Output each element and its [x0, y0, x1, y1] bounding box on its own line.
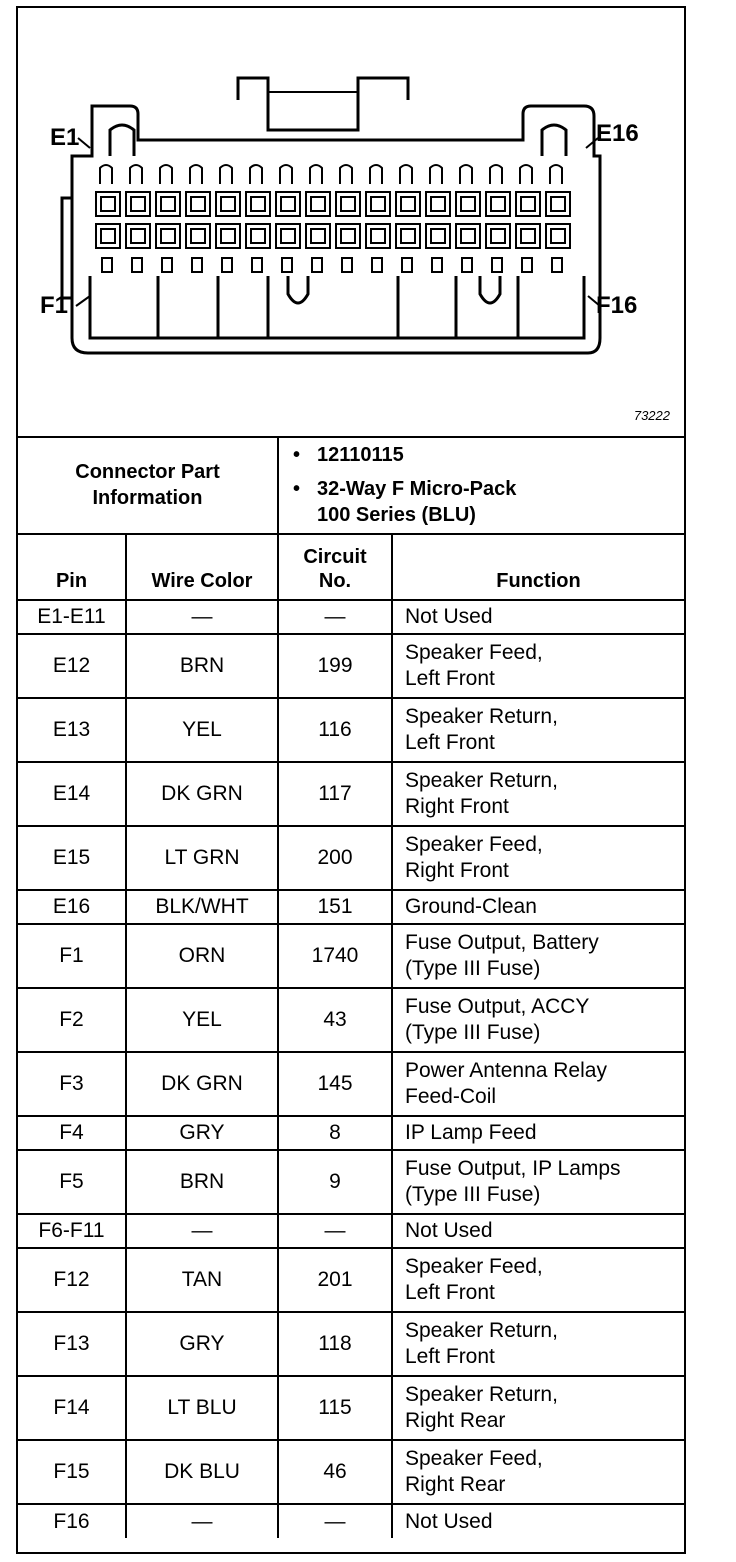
function-line1: Fuse Output, IP Lamps: [405, 1157, 621, 1180]
wire-color-cell: LT BLU: [126, 1376, 278, 1440]
pin-cell: F13: [18, 1312, 126, 1376]
connector-sheet: [16, 6, 686, 1554]
pin-cavity: [276, 192, 300, 216]
pin-cavity-inner: [191, 229, 205, 243]
circuit-cell: 199: [278, 634, 392, 698]
pin-cavity: [126, 192, 150, 216]
pin-tab-top: [250, 165, 262, 184]
pin-cavity-inner: [491, 229, 505, 243]
pin-cavity-inner: [101, 229, 115, 243]
pin-cavity: [456, 192, 480, 216]
description-line1: 32-Way F Micro-Pack: [317, 477, 517, 500]
pin-cavity: [336, 224, 360, 248]
function-line1: Speaker Feed,: [405, 1447, 543, 1470]
pin-cavity-inner: [311, 229, 325, 243]
pin-tab-top: [430, 165, 442, 184]
description-item: [293, 476, 684, 528]
table-row: [18, 600, 684, 634]
pin-cavity-inner: [161, 197, 175, 211]
pin-cell: F4: [18, 1116, 126, 1150]
function-line2: Left Front: [405, 1281, 495, 1304]
function-cell: [392, 762, 684, 826]
pin-cell: F6-F11: [18, 1214, 126, 1248]
function-cell: [392, 826, 684, 890]
function-cell: [392, 1116, 684, 1150]
table-row: [18, 826, 684, 890]
function-line2: (Type III Fuse): [405, 1183, 541, 1206]
pin-cavity: [276, 224, 300, 248]
circuit-cell: 8: [278, 1116, 392, 1150]
col-header-circuit-line1: Circuit: [303, 546, 367, 568]
circuit-cell: 117: [278, 762, 392, 826]
pin-tab-bottom: [432, 258, 442, 272]
pin-cell: E15: [18, 826, 126, 890]
function-cell: [392, 634, 684, 698]
function-cell: [392, 1376, 684, 1440]
pin-cell: E12: [18, 634, 126, 698]
table-row: [18, 924, 684, 988]
pin-cavity: [486, 224, 510, 248]
table-row: [18, 1116, 684, 1150]
col-header-circuit-line2: No.: [318, 570, 352, 592]
circuit-cell: 201: [278, 1248, 392, 1312]
pin-cavity: [96, 192, 120, 216]
wire-color-cell: GRY: [126, 1116, 278, 1150]
pin-label-f1: F1: [40, 292, 69, 319]
function-line2: Left Front: [405, 667, 495, 690]
function-line1: IP Lamp Feed: [405, 1121, 537, 1144]
circuit-cell: 9: [278, 1150, 392, 1214]
wire-color-cell: YEL: [126, 698, 278, 762]
pin-tab-bottom: [282, 258, 292, 272]
pin-cavity-inner: [401, 197, 415, 211]
pin-cavity: [246, 224, 270, 248]
col-header-circuit: [278, 534, 392, 600]
pin-tab-bottom: [132, 258, 142, 272]
pin-tab-bottom: [462, 258, 472, 272]
pin-cavity: [366, 192, 390, 216]
pin-cavity: [336, 192, 360, 216]
pin-cavity: [216, 224, 240, 248]
circuit-cell: —: [278, 1214, 392, 1248]
pin-tab-bottom: [552, 258, 562, 272]
wire-color-cell: LT GRN: [126, 826, 278, 890]
function-cell: [392, 924, 684, 988]
pin-cell: E16: [18, 890, 126, 924]
wire-color-cell: ORN: [126, 924, 278, 988]
function-line2: (Type III Fuse): [405, 1021, 541, 1044]
pin-tab-bottom: [102, 258, 112, 272]
pin-label-e1: E1: [50, 124, 80, 151]
function-line2: Right Rear: [405, 1473, 506, 1496]
circuit-cell: 145: [278, 1052, 392, 1116]
pin-cavity: [426, 192, 450, 216]
pin-cavity-inner: [191, 197, 205, 211]
pin-cavity-inner: [221, 229, 235, 243]
pin-cavity-inner: [521, 229, 535, 243]
pin-cavity: [396, 224, 420, 248]
circuit-cell: —: [278, 600, 392, 634]
connector-diagram: [18, 8, 684, 438]
function-cell: [392, 890, 684, 924]
function-line2: Right Rear: [405, 1409, 506, 1432]
circuit-cell: 115: [278, 1376, 392, 1440]
pin-tab-bottom: [372, 258, 382, 272]
table-row: [18, 698, 684, 762]
pin-cavity: [306, 224, 330, 248]
function-line1: Not Used: [405, 1509, 493, 1533]
pin-label-f16: F16: [596, 292, 638, 319]
pin-cavity: [246, 192, 270, 216]
column-header-row: [18, 534, 684, 600]
connector-drawing: [18, 8, 684, 436]
table-row: [18, 1214, 684, 1248]
pin-cell: F16: [18, 1504, 126, 1538]
wire-color-cell: —: [126, 1214, 278, 1248]
pin-cavity: [156, 224, 180, 248]
pin-cell: E14: [18, 762, 126, 826]
table-row: [18, 1052, 684, 1116]
pin-tab-bottom: [492, 258, 502, 272]
function-cell: [392, 1440, 684, 1504]
table-row: [18, 988, 684, 1052]
bullet: •: [293, 443, 301, 466]
pin-tab-top: [310, 165, 322, 184]
function-line1: Not Used: [405, 605, 493, 628]
table-row: [18, 1312, 684, 1376]
pin-cavity-inner: [521, 197, 535, 211]
function-cell: [392, 698, 684, 762]
table-row: [18, 1440, 684, 1504]
pin-cavity: [186, 192, 210, 216]
pin-cavity-inner: [431, 197, 445, 211]
wire-color-cell: —: [126, 600, 278, 634]
pin-cell: E13: [18, 698, 126, 762]
pin-tab-bottom: [522, 258, 532, 272]
pinout-table: [18, 436, 684, 1538]
pin-cavity-inner: [101, 197, 115, 211]
connector-info-label-line2: Information: [92, 486, 203, 509]
pin-cavity-inner: [371, 197, 385, 211]
col-header-wire-color: Wire Color: [126, 534, 278, 600]
pin-cavity-inner: [311, 197, 325, 211]
wire-color-cell: YEL: [126, 988, 278, 1052]
col-header-pin: Pin: [18, 534, 126, 600]
pin-cell: F2: [18, 988, 126, 1052]
function-line2: Feed-Coil: [405, 1085, 497, 1108]
pin-tab-bottom: [192, 258, 202, 272]
pin-cavity: [186, 224, 210, 248]
pin-cavity-inner: [161, 229, 175, 243]
function-line1: Speaker Feed,: [405, 641, 543, 664]
pin-cavity: [516, 192, 540, 216]
pin-cavity: [126, 224, 150, 248]
pin-tab-top: [130, 165, 142, 184]
pin-tab-top: [100, 165, 112, 184]
pin-tab-bottom: [342, 258, 352, 272]
pin-cavity: [156, 192, 180, 216]
pin-cavity-inner: [221, 197, 235, 211]
circuit-cell: 46: [278, 1440, 392, 1504]
function-cell: [392, 1052, 684, 1116]
connector-info-values: [278, 436, 684, 534]
pin-cavity: [546, 192, 570, 216]
function-line1: Speaker Return,: [405, 1383, 558, 1406]
pin-cavity-inner: [551, 229, 565, 243]
pin-cavity: [546, 224, 570, 248]
function-line1: Power Antenna Relay: [405, 1059, 607, 1082]
function-line2: (Type III Fuse): [405, 957, 541, 980]
pin-cavity: [306, 192, 330, 216]
function-line1: Speaker Return,: [405, 1319, 558, 1342]
pin-cavity-inner: [371, 229, 385, 243]
wire-color-cell: DK GRN: [126, 1052, 278, 1116]
function-cell: [392, 1214, 684, 1248]
function-line1: Speaker Return,: [405, 769, 558, 792]
pin-cavity: [216, 192, 240, 216]
pin-cell: F1: [18, 924, 126, 988]
pin-cell: F3: [18, 1052, 126, 1116]
function-cell: [392, 600, 684, 634]
function-line1: Speaker Return,: [405, 705, 558, 728]
pin-cavity-inner: [251, 229, 265, 243]
table-row: [18, 1504, 684, 1538]
pin-tab-top: [370, 165, 382, 184]
pin-tab-bottom: [312, 258, 322, 272]
wire-color-cell: DK BLU: [126, 1440, 278, 1504]
function-line2: Right Front: [405, 795, 509, 818]
function-cell: [392, 1248, 684, 1312]
function-line2: Left Front: [405, 1345, 495, 1368]
connector-info-label-line1: Connector Part: [75, 460, 220, 483]
pin-tab-top: [280, 165, 292, 184]
pin-cavity: [366, 224, 390, 248]
pin-tab-bottom: [222, 258, 232, 272]
table-row: [18, 1376, 684, 1440]
pin-cell: F14: [18, 1376, 126, 1440]
pin-cavity-inner: [131, 229, 145, 243]
function-line1: Fuse Output, ACCY: [405, 995, 590, 1018]
pin-cavity: [456, 224, 480, 248]
function-line1: Ground-Clean: [405, 895, 537, 918]
pin-tab-top: [460, 165, 472, 184]
circuit-cell: 151: [278, 890, 392, 924]
pin-cavity: [516, 224, 540, 248]
function-cell: [392, 988, 684, 1052]
pin-cavity-inner: [491, 197, 505, 211]
pin-tab-bottom: [162, 258, 172, 272]
pin-cavity: [396, 192, 420, 216]
pin-cell: E1-E11: [18, 600, 126, 634]
function-line2: Left Front: [405, 731, 495, 754]
wire-color-cell: BRN: [126, 1150, 278, 1214]
wire-color-cell: BRN: [126, 634, 278, 698]
function-cell: [392, 1150, 684, 1214]
pin-cavity-inner: [281, 197, 295, 211]
pin-cavity-inner: [431, 229, 445, 243]
pin-cavity-inner: [251, 197, 265, 211]
table-row: [18, 634, 684, 698]
pin-tab-bottom: [402, 258, 412, 272]
function-line1: Speaker Feed,: [405, 1255, 543, 1278]
circuit-cell: 118: [278, 1312, 392, 1376]
function-line1: Not Used: [405, 1219, 493, 1242]
circuit-cell: —: [278, 1504, 392, 1538]
wire-color-cell: GRY: [126, 1312, 278, 1376]
description-line2: 100 Series (BLU): [317, 503, 476, 526]
pin-cavity-inner: [341, 197, 355, 211]
pin-cavity-inner: [401, 229, 415, 243]
wire-color-cell: TAN: [126, 1248, 278, 1312]
pin-cavity-inner: [551, 197, 565, 211]
pin-tab-top: [160, 165, 172, 184]
pin-cell: F5: [18, 1150, 126, 1214]
function-cell: [392, 1312, 684, 1376]
connector-info-label: [18, 436, 278, 534]
function-line1: Speaker Feed,: [405, 833, 543, 856]
connector-info-row: [18, 436, 684, 534]
col-header-function: Function: [392, 534, 684, 600]
table-row: [18, 1150, 684, 1214]
pin-tab-top: [520, 165, 532, 184]
pin-cavity: [96, 224, 120, 248]
pin-cell: F12: [18, 1248, 126, 1312]
part-number: 12110115: [317, 443, 404, 466]
wire-color-cell: —: [126, 1504, 278, 1538]
pin-cavity-inner: [461, 229, 475, 243]
circuit-cell: 43: [278, 988, 392, 1052]
pin-cavity-inner: [131, 197, 145, 211]
circuit-cell: 1740: [278, 924, 392, 988]
pin-cavity: [486, 192, 510, 216]
pin-cavity: [426, 224, 450, 248]
table-row: [18, 1248, 684, 1312]
pin-tab-top: [340, 165, 352, 184]
pin-tab-top: [190, 165, 202, 184]
pin-tab-top: [490, 165, 502, 184]
function-line1: Fuse Output, Battery: [405, 931, 599, 954]
figure-number: 73222: [633, 408, 670, 423]
pin-cavity-inner: [341, 229, 355, 243]
circuit-cell: 200: [278, 826, 392, 890]
pin-cell: F15: [18, 1440, 126, 1504]
pinout-rows: [18, 600, 684, 1538]
table-row: [18, 890, 684, 924]
wire-color-cell: DK GRN: [126, 762, 278, 826]
pin-cavity-inner: [461, 197, 475, 211]
pin-tab-top: [550, 165, 562, 184]
function-line2: Right Front: [405, 859, 509, 882]
bullet: •: [293, 477, 301, 500]
pin-cavity-inner: [281, 229, 295, 243]
circuit-cell: 116: [278, 698, 392, 762]
pin-tab-top: [400, 165, 412, 184]
part-number-item: [293, 442, 684, 468]
pin-tab-top: [220, 165, 232, 184]
pin-tab-bottom: [252, 258, 262, 272]
wire-color-cell: BLK/WHT: [126, 890, 278, 924]
function-cell: [392, 1504, 684, 1538]
table-row: [18, 762, 684, 826]
pin-label-e16: E16: [596, 120, 639, 147]
